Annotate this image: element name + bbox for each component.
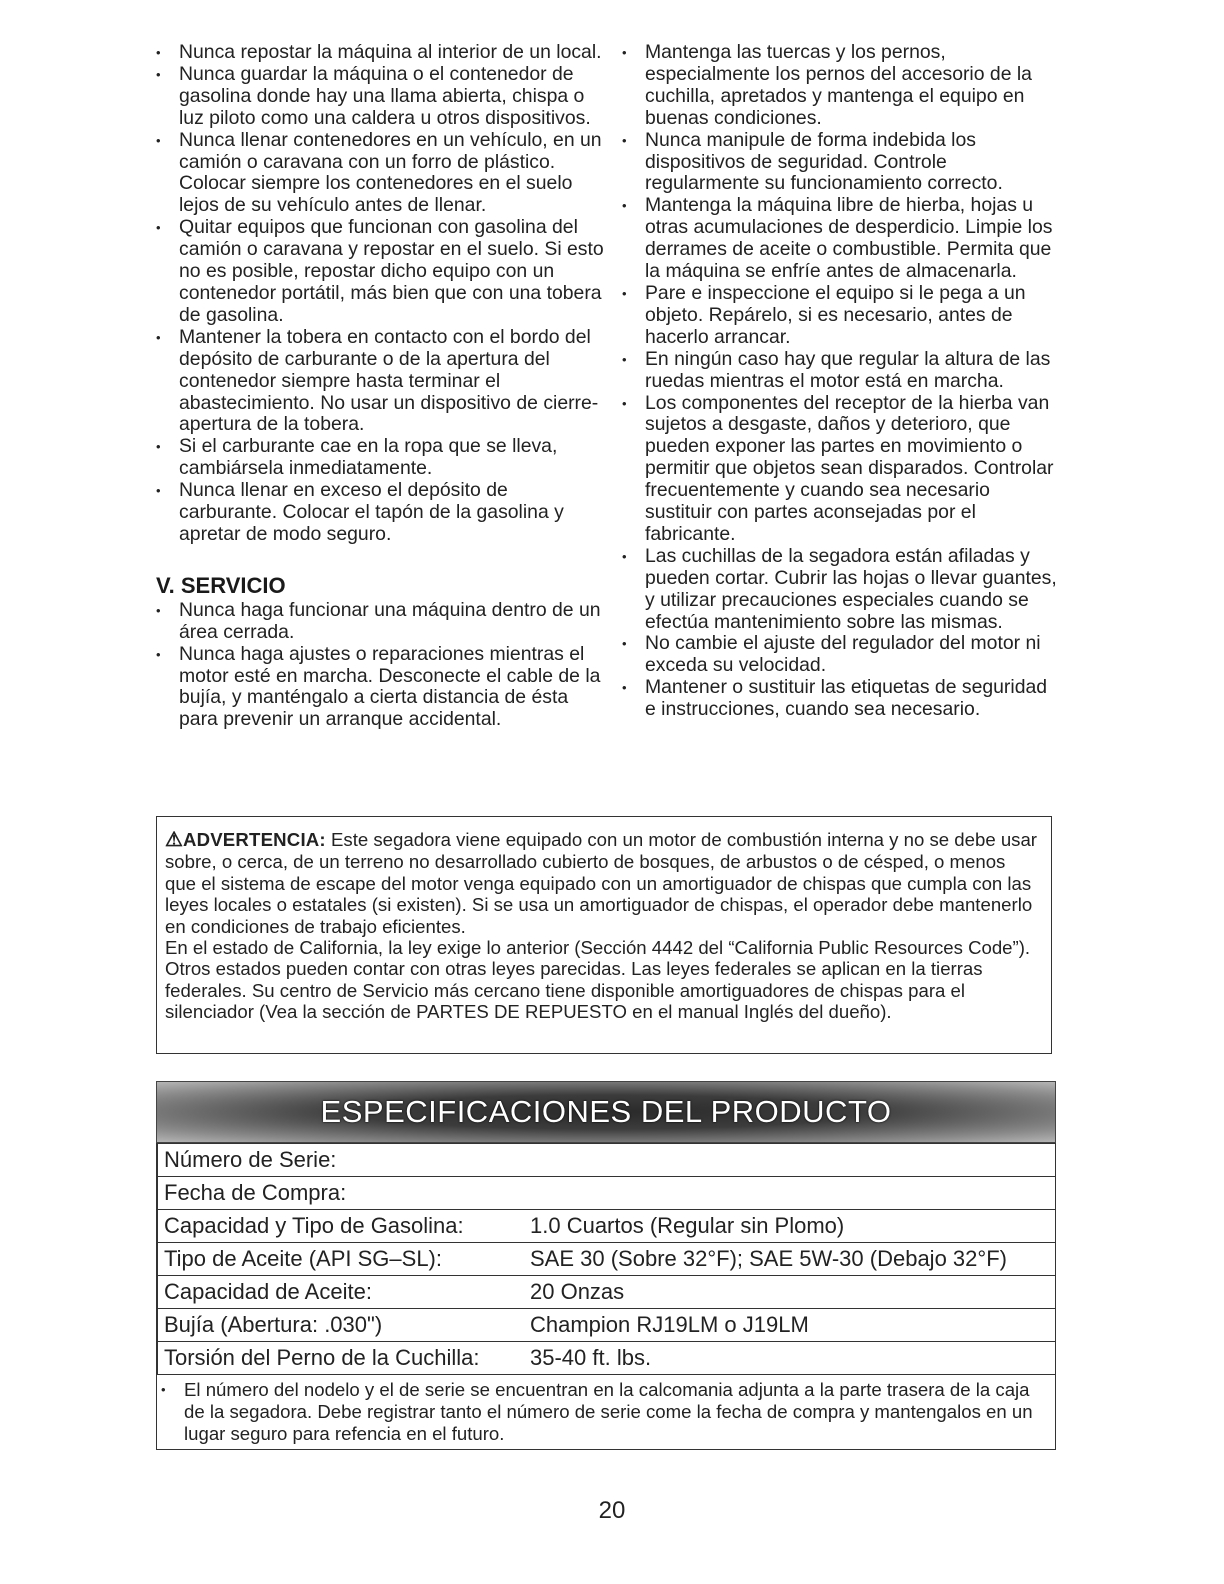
list-item: • Las cuchillas de la segadora están afiladas y pueden cortar. Cubrir las hojas o llevar guantes, y utilizar precauciones especiales cuando se efectúa mantenimiento sobre las mismas. <box>622 546 1062 634</box>
section-heading-servicio: V. SERVICIO <box>156 572 286 598</box>
spec-value <box>528 1144 1056 1177</box>
table-row <box>157 1177 1056 1210</box>
specs-banner <box>156 1081 1056 1143</box>
list-item: • Nunca haga ajustes o reparaciones mientras el motor esté en marcha. Desconecte el cable de la bujía, y manténgalo a cierta distancia de ésta para prevenir un arranque accidental. <box>156 644 606 732</box>
spec-value <box>528 1177 1056 1210</box>
spec-value: 35-40 ft. lbs. <box>528 1342 1056 1375</box>
warning-triangle-icon: ⚠ <box>165 829 183 851</box>
spec-label: Torsión del Perno de la Cuchilla: <box>157 1342 528 1375</box>
specs-table <box>156 1143 1056 1375</box>
list-item: • Nunca haga funcionar una máquina dentro de un área cerrada. <box>156 600 606 644</box>
spec-value: 1.0 Cuartos (Regular sin Plomo) <box>528 1210 1056 1243</box>
list-item: • En ningún caso hay que regular la altura de las ruedas mientras el motor está en marcha. <box>622 349 1062 393</box>
list-item: • Nunca guardar la máquina o el contenedor de gasolina donde hay una llama abierta, chispa o luz piloto como una caldera u otros dispositivos. <box>156 64 606 130</box>
left-column <box>156 42 606 731</box>
list-item: • Nunca repostar la máquina al interior de un local. <box>156 42 606 64</box>
page-number: 20 <box>598 1497 626 1524</box>
list-item: • Nunca llenar contenedores en un vehículo, en un camión o caravana con un forro de plástico. Colocar siempre los contenedores en el suelo lejos de su vehículo antes de llenar. <box>156 130 606 218</box>
warning-box <box>156 816 1052 1054</box>
list-item: • Mantener la tobera en contacto con el bordo del depósito de carburante o de la apertura del contenedor siempre hasta terminar el abastecimiento. No usar un dispositivo de cierre-apertura de la tobera. <box>156 327 606 437</box>
table-row <box>157 1144 1056 1177</box>
fueling-safety-list <box>156 42 606 546</box>
list-item: • Mantenga las tuercas y los pernos, especialmente los pernos del accesorio de la cuchilla, apretados y mantenga el equipo en buenas condiciones. <box>622 42 1062 130</box>
spec-value: Champion RJ19LM o J19LM <box>528 1309 1056 1342</box>
service-list <box>156 600 606 731</box>
spec-label: Bujía (Abertura: .030") <box>157 1309 528 1342</box>
spec-value: 20 Onzas <box>528 1276 1056 1309</box>
list-item: • Pare e inspeccione el equipo si le pega a un objeto. Repárelo, si es necesario, antes de hacerlo arrancar. <box>622 283 1062 349</box>
spec-label: Capacidad de Aceite: <box>157 1276 528 1309</box>
warning-text: Este segadora viene equipado con un motor de combustión interna y no se debe usar sobre, o cerca, de un terreno no desarrollado cubierto de bosques, de arbustos o de césped, o menos que el sistema de escape del motor venga equipado con un amortiguador de chispas que cumpla con las leyes locales o estatales (si existen). Si se usa un amortiguador de chispas, el operador debe mantenerlo en condiciones de trabajo eficientes. <box>165 829 1037 937</box>
list-item: • Quitar equipos que funcionan con gasolina del camión o caravana y repostar en el suelo. Si esto no es posible, repostar dicho equipo con un contenedor portátil, más bien que con una tobera de gasolina. <box>156 217 606 327</box>
list-item: • Mantenga la máquina libre de hierba, hojas u otras acumulaciones de desperdicio. Limpie los derrames de aceite o combustible. Permita que la máquina se enfríe antes de almacenarla. <box>622 195 1062 283</box>
maintenance-list <box>622 42 1062 721</box>
right-column <box>622 42 1062 721</box>
list-item: • Si el carburante cae en la ropa que se lleva, cambiársela inmediatamente. <box>156 436 606 480</box>
specs-title: ESPECIFICACIONES DEL PRODUCTO <box>320 1094 892 1129</box>
list-item: • Los componentes del receptor de la hierba van sujetos a desgaste, daños y deterioro, que pueden exponer las partes en movimiento o permitir que objetos sean disparados. Controlar frecuentemente y cuando sea necesario sustituir con partes aconsejadas por el fabricante. <box>622 393 1062 546</box>
warning-paragraph <box>165 829 1039 937</box>
table-row <box>157 1309 1056 1342</box>
specs-note-list <box>161 1379 1047 1445</box>
spec-value: SAE 30 (Sobre 32°F); SAE 5W-30 (Debajo 32°F) <box>528 1243 1056 1276</box>
table-row <box>157 1210 1056 1243</box>
warning-text-california: En el estado de California, la ley exige lo anterior (Sección 4442 del “California Public Resources Code”). Otros estados pueden contar con otras leyes parecidas. Las leyes federales se aplican en la tierras federales. Su centro de Servicio más cercano tiene disponible amortiguadores de chispas para el silenciador (Vea la sección de PARTES DE REPUESTO en el manual Inglés del dueño). <box>165 937 1031 1023</box>
list-item: • Mantener o sustituir las etiquetas de seguridad e instrucciones, cuando sea necesario. <box>622 677 1062 721</box>
table-row <box>157 1276 1056 1309</box>
spec-label: Tipo de Aceite (API SG–SL): <box>157 1243 528 1276</box>
warning-label: ADVERTENCIA: <box>182 829 326 850</box>
product-specifications <box>156 1081 1056 1450</box>
spec-label: Número de Serie: <box>157 1144 528 1177</box>
spec-label: Fecha de Compra: <box>157 1177 528 1210</box>
list-item: • Nunca llenar en exceso el depósito de carburante. Colocar el tapón de la gasolina y apretar de modo seguro. <box>156 480 606 546</box>
spec-label: Capacidad y Tipo de Gasolina: <box>157 1210 528 1243</box>
list-item: • Nunca manipule de forma indebida los dispositivos de seguridad. Controle regularmente su funcionamiento correcto. <box>622 130 1062 196</box>
specs-note <box>156 1375 1056 1450</box>
list-item: • No cambie el ajuste del regulador del motor ni exceda su velocidad. <box>622 633 1062 677</box>
table-row <box>157 1243 1056 1276</box>
list-item: • El número del nodelo y el de serie se encuentran en la calcomania adjunta a la parte trasera de la caja de la segadora. Debe registrar tanto el número de serie come la fecha de compra y mantengalos en un lugar seguro para refencia en el futuro. <box>161 1379 1047 1445</box>
table-row <box>157 1342 1056 1375</box>
